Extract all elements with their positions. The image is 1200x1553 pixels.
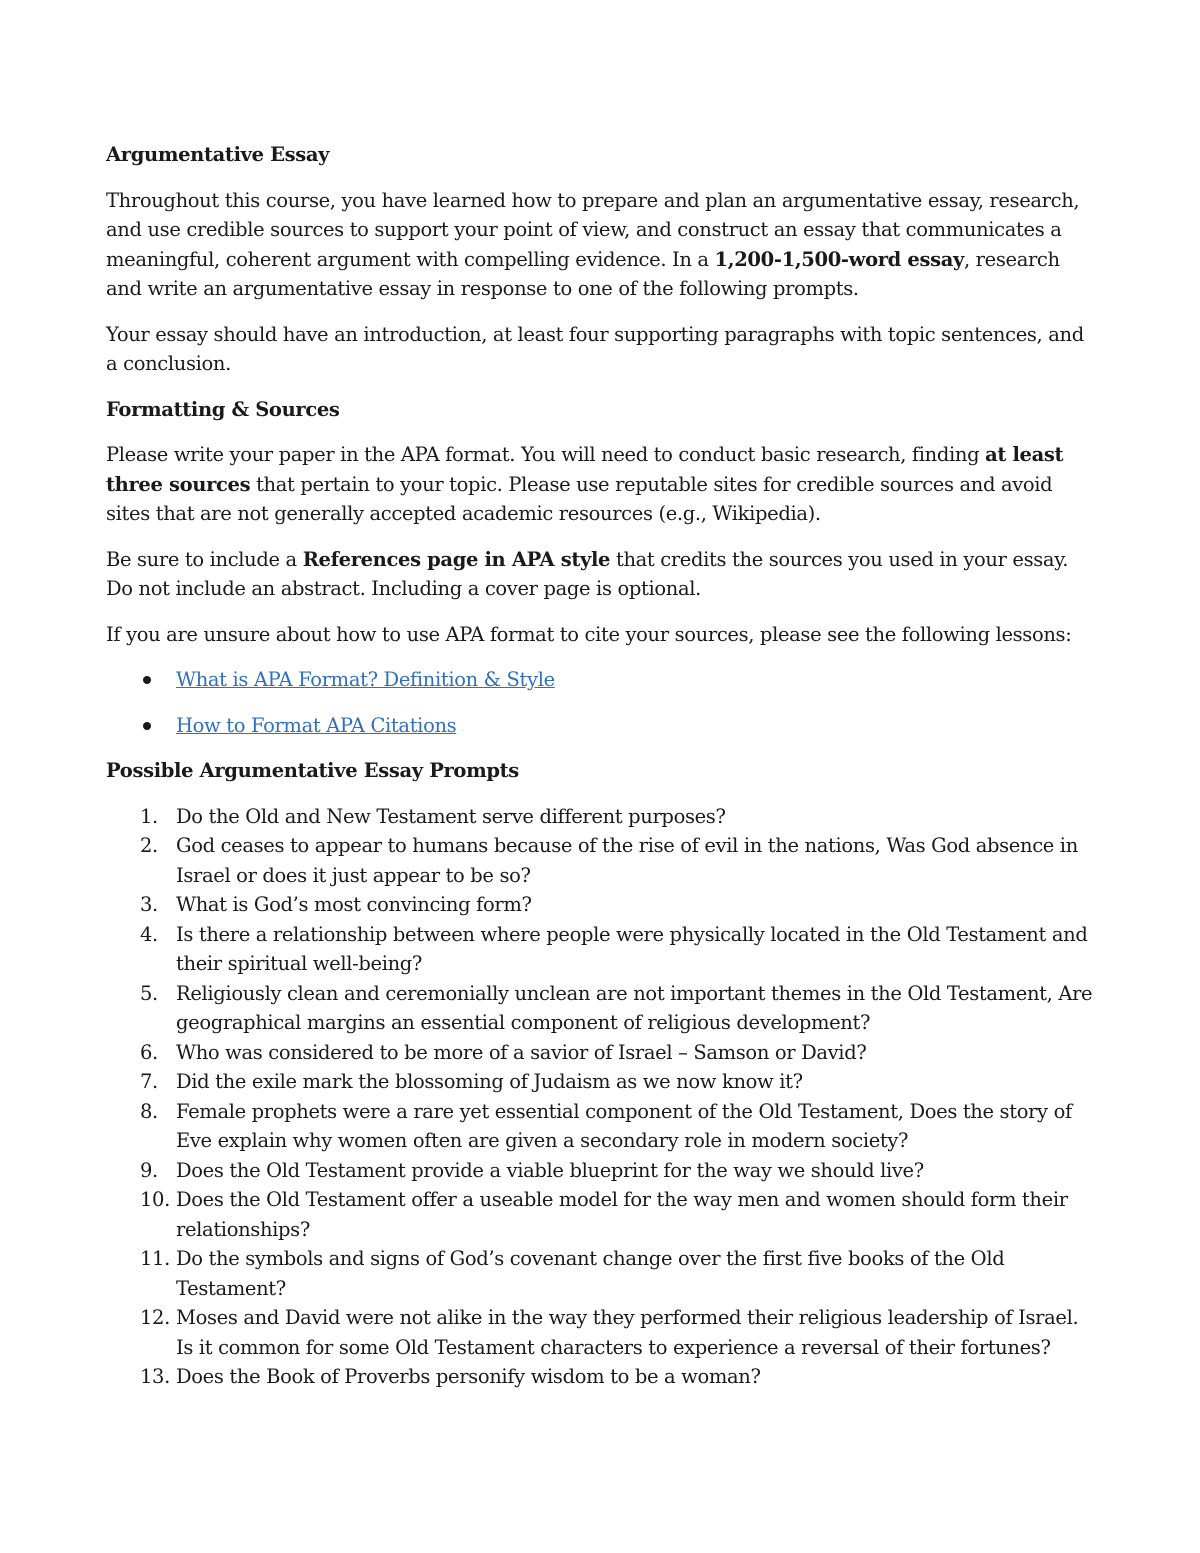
list-item: 5. Religiously clean and ceremonially unclean are not important themes in the Old Testament, Are geographical margins an essential component of religious development? [140, 981, 1093, 1034]
link-apa-citations[interactable]: How to Format APA Citations [176, 713, 457, 737]
prompts-heading: Possible Argumentative Essay Prompts [106, 759, 519, 782]
bullet-icon [143, 722, 151, 730]
list-item: 6. Who was considered to be more of a savior of Israel – Samson or David? [140, 1040, 867, 1064]
list-item: 10. Does the Old Testament offer a useable model for the way men and women should form their relationships? [140, 1188, 1068, 1241]
list-item: 11. Do the symbols and signs of God’s covenant change over the first five books of the Old Testament? [140, 1247, 1005, 1300]
list-item [106, 665, 1096, 695]
apa-format-paragraph: Please write your paper in the APA format. You will need to conduct basic research, finding at least three sources that pertain to your topic. Please use reputable sites for credible sources and avoid sites that are not generally accepted academic resources (e.g., Wikipedia). [106, 443, 1064, 525]
prompts-list [106, 802, 1096, 1392]
list-item: 1. Do the Old and New Testament serve different purposes? [140, 804, 726, 828]
lesson-links-list [106, 665, 1096, 740]
document-page [106, 140, 1096, 1392]
list-item: 8. Female prophets were a rare yet essential component of the Old Testament, Does the story of Eve explain why women often are given a secondary role in modern society? [140, 1099, 1072, 1152]
intro-paragraph: Throughout this course, you have learned how to prepare and plan an argumentative essay, research, and use credible sources to support your point of view, and construct an essay that communicates a meaningful, coherent argument with compelling evidence. In a 1,200-1,500-word essay, research and write an argumentative essay in response to one of the following prompts. [106, 188, 1080, 300]
link-apa-format-definition[interactable]: What is APA Format? Definition & Style [176, 668, 555, 691]
list-item [106, 711, 1096, 741]
bullet-icon [143, 676, 151, 684]
lessons-intro-paragraph: If you are unsure about how to use APA format to cite your sources, please see the following lessons: [106, 622, 1072, 646]
document-title: Argumentative Essay [106, 143, 330, 166]
list-item: 13. Does the Book of Proverbs personify wisdom to be a woman? [140, 1365, 761, 1388]
sources-emphasis: at least three sources [106, 443, 1064, 496]
word-count-emphasis: 1,200-1,500-word essay [714, 247, 964, 271]
structure-paragraph: Your essay should have an introduction, at least four supporting paragraphs with topic sentences, and a conclusion. [106, 322, 1084, 375]
list-item: 7. Did the exile mark the blossoming of Judaism as we now know it? [140, 1070, 803, 1093]
list-item: 9. Does the Old Testament provide a viable blueprint for the way we should live? [140, 1158, 924, 1182]
list-item: 12. Moses and David were not alike in the way they performed their religious leadership of Israel. Is it common for some Old Testament characters to experience a reversal of their fortunes? [140, 1306, 1079, 1359]
list-item: 3. What is God’s most convincing form? [140, 893, 532, 916]
references-paragraph: Be sure to include a References page in APA style that credits the sources you used in your essay. Do not include an abstract. Including a cover page is optional. [106, 547, 1069, 600]
list-item: 2. God ceases to appear to humans because of the rise of evil in the nations, Was God absence in Israel or does it just appear to be so? [140, 834, 1078, 887]
list-item: 4. Is there a relationship between where people were physically located in the Old Testament and their spiritual well-being? [140, 922, 1088, 975]
references-emphasis: References page in APA style [302, 547, 611, 571]
formatting-heading: Formatting & Sources [106, 397, 340, 421]
